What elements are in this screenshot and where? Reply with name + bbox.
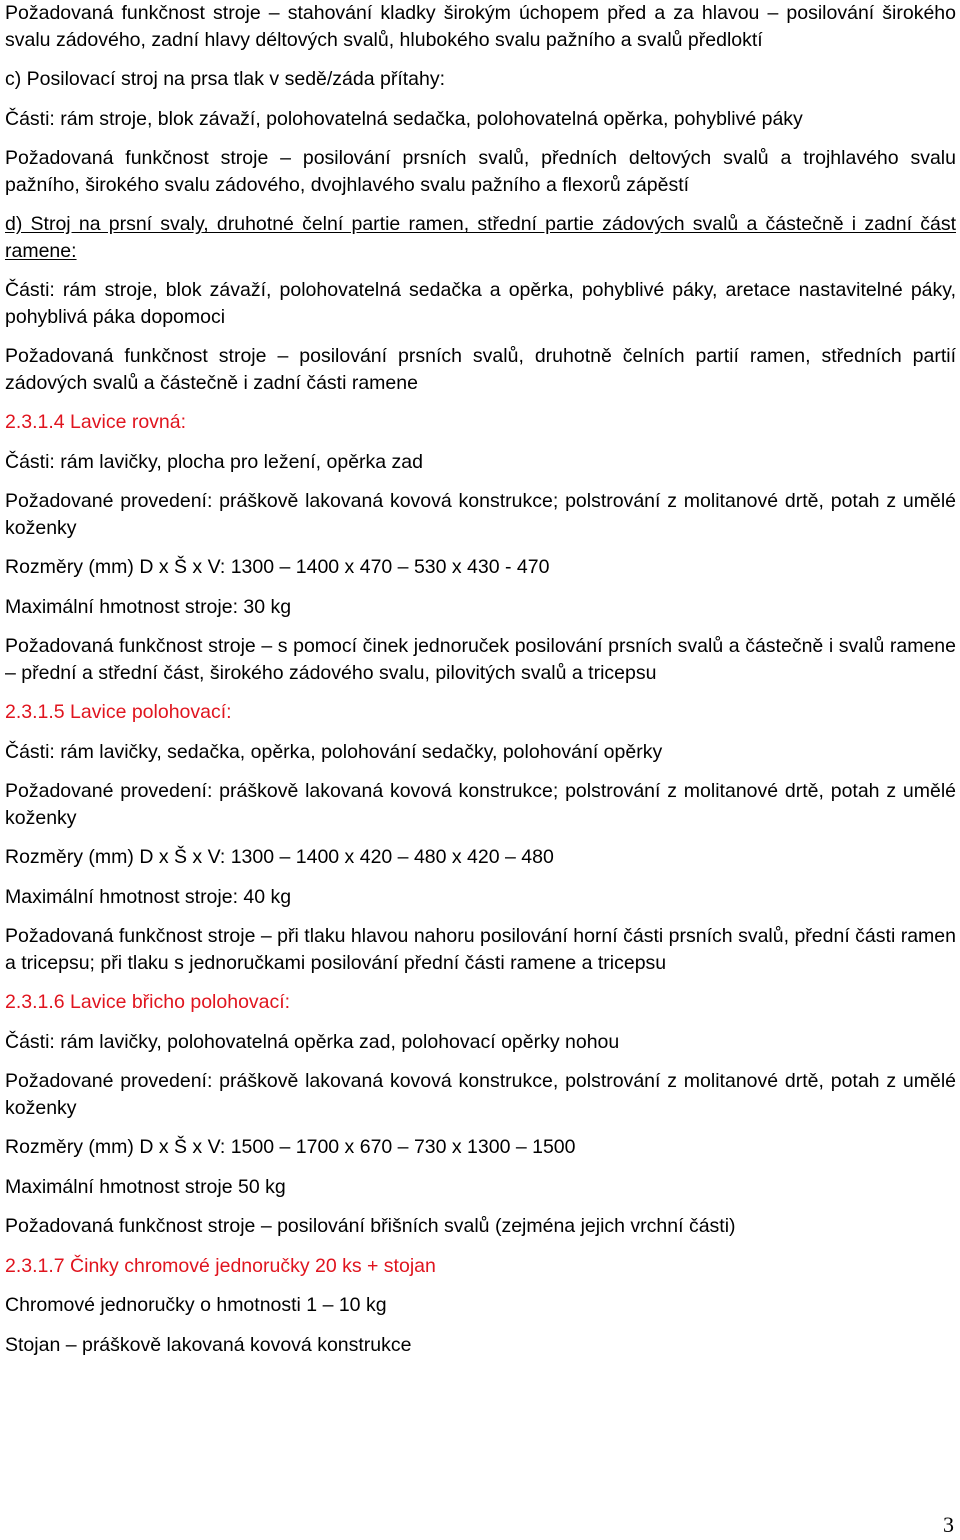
paragraph-dumbbell-weights: Chromové jednoručky o hmotnosti 1 – 10 kg	[5, 1294, 387, 1316]
document-page	[5, 0, 956, 1371]
paragraph-parts-ab-bench: Části: rám lavičky, polohovatelná opěrka zad, polohovací opěrky nohou	[5, 1030, 620, 1053]
paragraph-parts-chest-press: Části: rám stroje, blok závaží, polohovatelná sedačka, polohovatelná opěrka, pohyblivé páky	[5, 107, 803, 130]
paragraph-function-ab-bench: Požadovaná funkčnost stroje – posilování břišních svalů (zejména jejich vrchní části)	[5, 1215, 736, 1237]
paragraph-dimensions-adjustable-bench: Rozměry (mm) D x Š x V: 1300 – 1400 x 420 – 480 x 420 – 480	[5, 846, 554, 868]
paragraph-weight-flat-bench: Maximální hmotnost stroje: 30 kg	[5, 595, 292, 618]
paragraph-weight-adjustable-bench: Maximální hmotnost stroje: 40 kg	[5, 885, 292, 908]
paragraph-weight-ab-bench: Maximální hmotnost stroje 50 kg	[5, 1175, 286, 1198]
paragraph-function-flat-bench: Požadovaná funkčnost stroje – s pomocí činek jednoruček posilování prsních svalů a částečně i svalů ramene – přední a střední část, širokého zádového svalu, pilovitých svalů a tricepsu	[5, 635, 956, 684]
section-heading-flat-bench: 2.3.1.4 Lavice rovná:	[5, 411, 187, 433]
paragraph-parts-flat-bench: Části: rám lavičky, plocha pro ležení, opěrka zad	[5, 450, 423, 473]
paragraph-function-adjustable-bench: Požadovaná funkčnost stroje – při tlaku hlavou nahoru posilování horní části prsních svalů, přední části ramen a tricepsu; při tlaku s jednoručkami posilování přední části ramene a tricepsu	[5, 925, 956, 974]
paragraph-finish-ab-bench: Požadované provedení: práškově lakovaná kovová konstrukce, polstrování z molitanové drtě, potah z umělé koženky	[5, 1070, 956, 1119]
subheading-chest-press: c) Posilovací stroj na prsa tlak v sedě/záda přítahy:	[5, 68, 446, 90]
paragraph-parts-chest-machine: Části: rám stroje, blok závaží, polohovatelná sedačka a opěrka, pohyblivé páky, aretace nastavitelné páky, pohyblivá páka dopomoci	[5, 279, 956, 328]
paragraph-dumbbell-stand: Stojan – práškově lakovaná kovová konstrukce	[5, 1333, 412, 1356]
paragraph-function-chest-machine: Požadovaná funkčnost stroje – posilování prsních svalů, druhotně čelních partií ramen, středních partií zádových svalů a částečně i zadní části ramene	[5, 345, 956, 394]
section-heading-ab-bench: 2.3.1.6 Lavice břicho polohovací:	[5, 991, 291, 1013]
page-number: 3	[943, 1512, 954, 1537]
paragraph-finish-flat-bench: Požadované provedení: práškově lakovaná kovová konstrukce; polstrování z molitanové drtě, potah z umělé koženky	[5, 490, 956, 539]
section-heading-adjustable-bench: 2.3.1.5 Lavice polohovací:	[5, 701, 232, 723]
paragraph-function-chest-press: Požadovaná funkčnost stroje – posilování prsních svalů, předních deltových svalů a trojhlavého svalu pažního, širokého svalu zádového, dvojhlavého svalu pažního a flexorů zápěstí	[5, 147, 956, 196]
paragraph-finish-adjustable-bench: Požadované provedení: práškově lakovaná kovová konstrukce; polstrování z molitanové drtě, potah z umělé koženky	[5, 780, 956, 829]
paragraph-parts-adjustable-bench: Části: rám lavičky, sedačka, opěrka, polohování sedačky, polohování opěrky	[5, 740, 663, 763]
section-heading-dumbbells: 2.3.1.7 Činky chromové jednoručky 20 ks + stojan	[5, 1254, 436, 1277]
paragraph-function-pulldown: Požadovaná funkčnost stroje – stahování kladky širokým úchopem před a za hlavou – posilování širokého svalu zádového, zadní hlavy déltových svalů, hlubokého svalu pažního a svalů předloktí	[5, 2, 956, 51]
paragraph-dimensions-ab-bench: Rozměry (mm) D x Š x V: 1500 – 1700 x 670 – 730 x 1300 – 1500	[5, 1136, 576, 1158]
subheading-chest-machine: d) Stroj na prsní svaly, druhotné čelní partie ramen, střední partie zádových svalů a částečně i zadní část ramene:	[5, 213, 956, 262]
paragraph-dimensions-flat-bench: Rozměry (mm) D x Š x V: 1300 – 1400 x 470 – 530 x 430 - 470	[5, 556, 550, 578]
